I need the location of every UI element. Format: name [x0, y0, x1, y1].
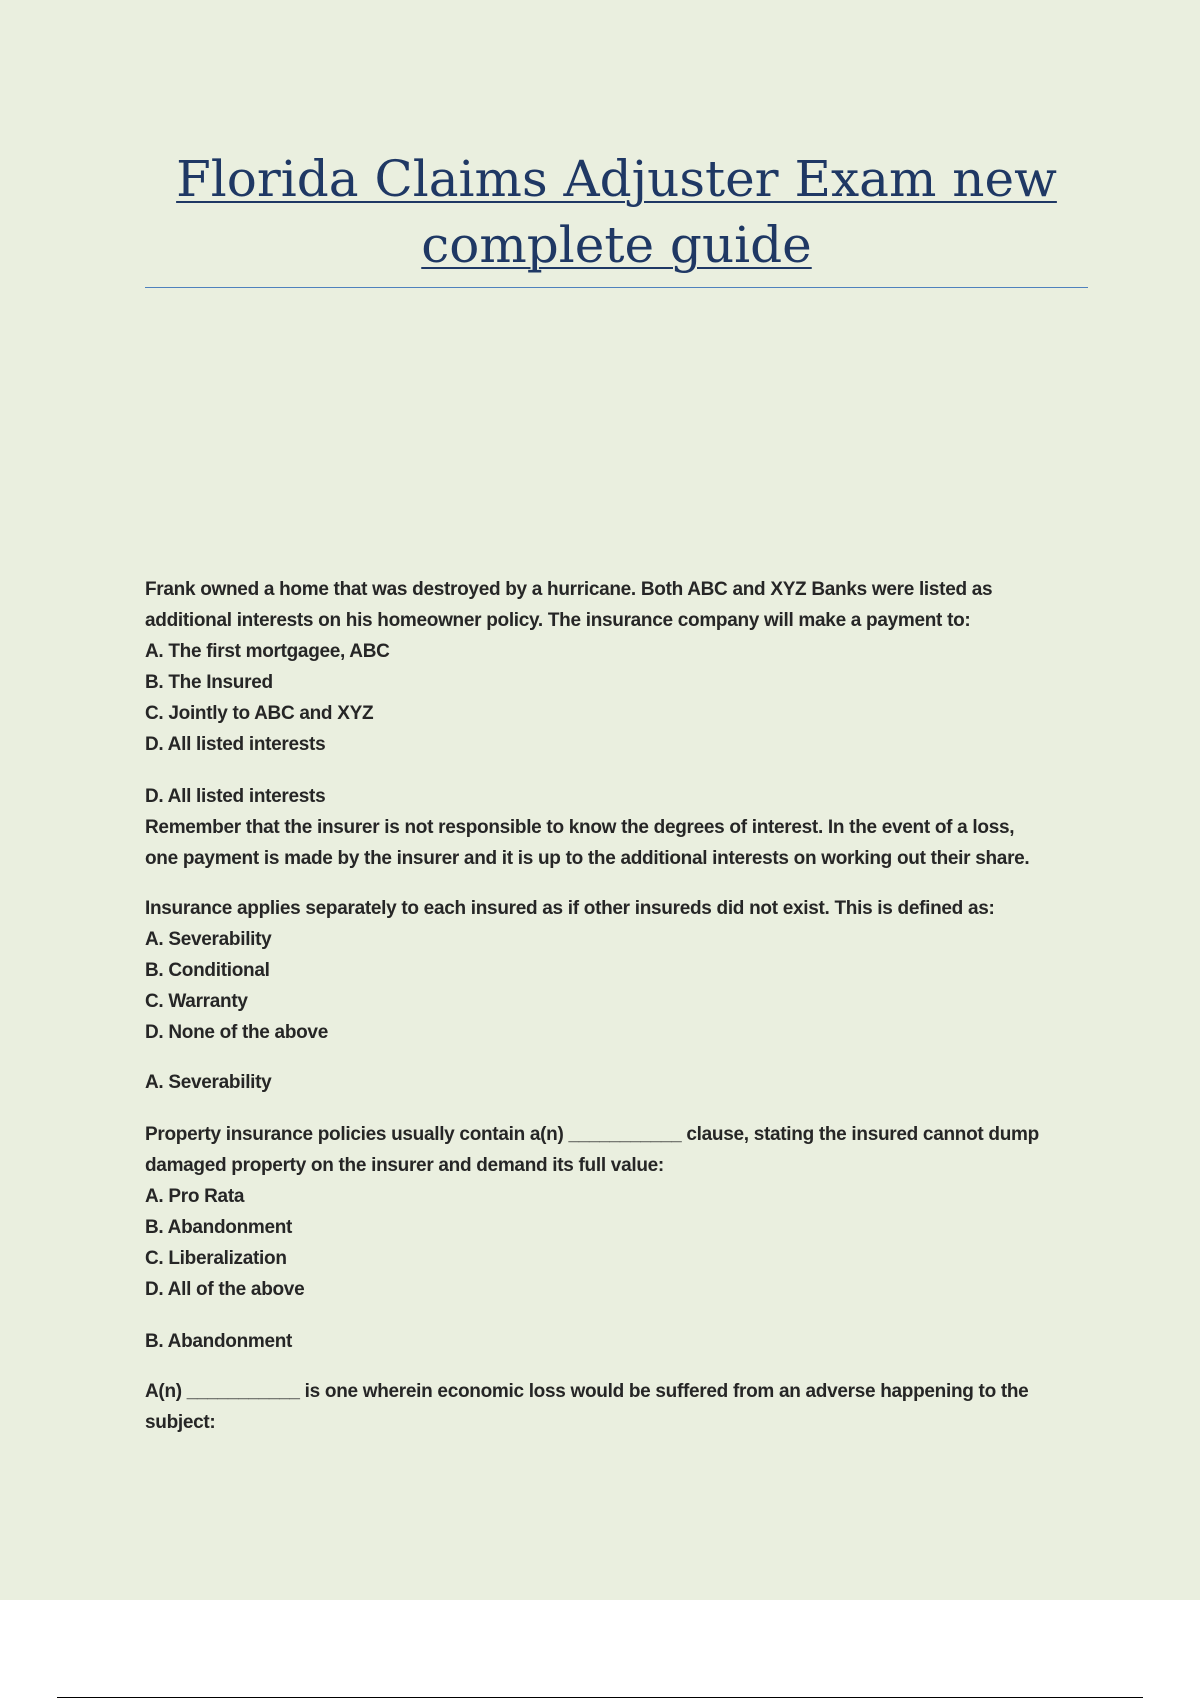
question-1-option-b: B. The Insured	[145, 672, 273, 693]
question-2-line-1: Insurance applies separately to each insured as if other insureds did not exist. This is defined as:	[145, 898, 995, 919]
question-3-option-d: D. All of the above	[145, 1279, 305, 1300]
question-3-option-b: B. Abandonment	[145, 1217, 293, 1238]
question-block-3	[145, 1119, 1095, 1357]
question-1-explanation-line-1: Remember that the insurer is not responsible to know the degrees of interest. In the event of a loss,	[145, 817, 1015, 838]
question-4-line-1: A(n) ___________ is one wherein economic loss would be suffered from an adverse happening to the	[145, 1381, 1029, 1402]
question-1-line-2: additional interests on his homeowner policy. The insurance company will make a payment to:	[145, 610, 971, 631]
question-2-option-c: C. Warranty	[145, 991, 248, 1012]
question-2-answer: A. Severability	[145, 1072, 272, 1093]
question-block-2	[145, 893, 1095, 1098]
question-2-option-a: A. Severability	[145, 929, 272, 950]
question-2-option-d: D. None of the above	[145, 1022, 328, 1043]
question-3-line-1: Property insurance policies usually contain a(n) ___________ clause, stating the insured cannot dump	[145, 1124, 1039, 1145]
question-1-line-1: Frank owned a home that was destroyed by a hurricane. Both ABC and XYZ Banks were listed as	[145, 579, 993, 600]
question-block-1	[145, 574, 1095, 874]
question-4-line-2: subject:	[145, 1412, 216, 1433]
question-2-option-b: B. Conditional	[145, 960, 270, 981]
question-1-answer: D. All listed interests	[145, 786, 326, 807]
question-1-option-c: C. Jointly to ABC and XYZ	[145, 703, 374, 724]
question-1-option-d: D. All listed interests	[145, 734, 326, 755]
question-3-line-2: damaged property on the insurer and demand its full value:	[145, 1155, 664, 1176]
document-body	[145, 574, 1095, 1438]
question-1-explanation-line-2: one payment is made by the insurer and it is up to the additional interests on working out their share.	[145, 848, 1030, 869]
question-3-option-c: C. Liberalization	[145, 1248, 287, 1269]
footer-divider	[57, 1697, 1143, 1698]
title-divider	[145, 287, 1088, 288]
question-3-answer: B. Abandonment	[145, 1331, 293, 1352]
question-block-4	[145, 1376, 1095, 1438]
question-3-option-a: A. Pro Rata	[145, 1186, 245, 1207]
question-1-option-a: A. The first mortgagee, ABC	[145, 641, 390, 662]
document-title: Florida Claims Adjuster Exam new complete guide	[176, 150, 1057, 274]
